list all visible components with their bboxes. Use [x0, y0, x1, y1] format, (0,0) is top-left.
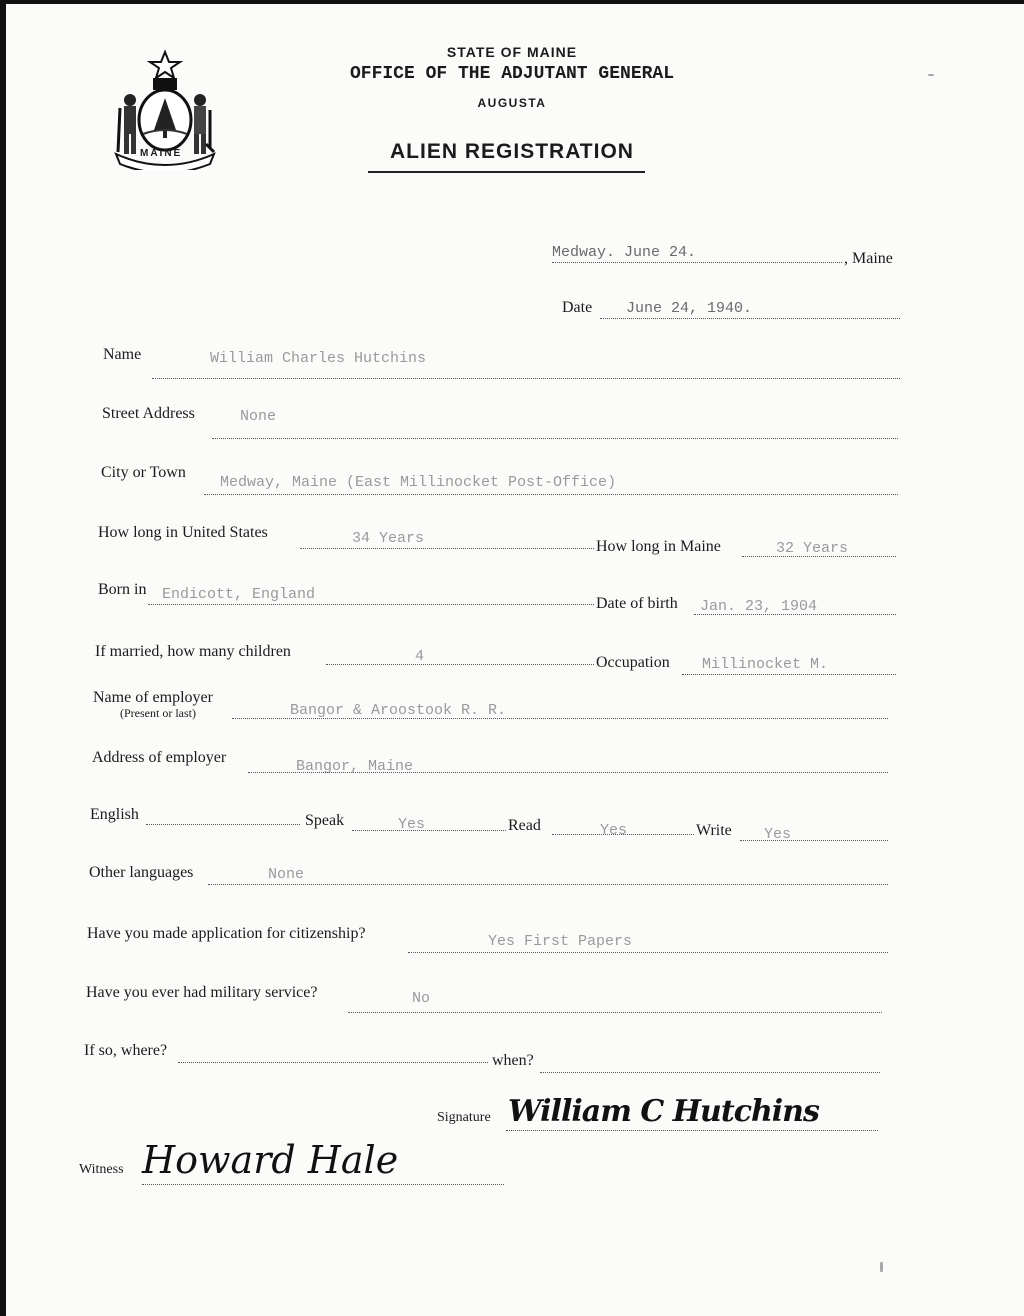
- place-suffix: , Maine: [844, 250, 893, 267]
- read-value: Yes: [600, 822, 628, 839]
- date-of-birth-value: Jan. 23, 1904: [700, 598, 818, 615]
- how-long-us-dots: [300, 548, 594, 549]
- name-dots: [152, 378, 900, 379]
- write-dots: [740, 840, 888, 841]
- english-dots: [146, 824, 300, 825]
- other-languages-value: None: [268, 866, 305, 883]
- employer-label: Name of employer: [93, 689, 213, 706]
- date-dots: [600, 318, 900, 319]
- witness-handwriting: Howard Hale: [142, 1138, 399, 1182]
- witness-label: Witness: [79, 1162, 124, 1177]
- place-value: Medway. June 24.: [552, 244, 697, 261]
- speak-label: Speak: [305, 812, 345, 829]
- witness-dots: [142, 1184, 504, 1185]
- street-dots: [212, 438, 898, 439]
- employer-address-dots: [248, 772, 888, 773]
- write-label: Write: [696, 822, 732, 839]
- speak-value: Yes: [398, 816, 426, 833]
- place-dots: [552, 262, 842, 263]
- city-label: City or Town: [101, 464, 186, 481]
- read-dots: [552, 834, 694, 835]
- date-value: June 24, 1940.: [626, 300, 753, 317]
- citizenship-value: Yes First Papers: [488, 933, 633, 950]
- employer-address-value: Bangor, Maine: [296, 758, 414, 775]
- occupation-value: Millinocket M.: [702, 656, 829, 673]
- where-label: If so, where?: [84, 1042, 168, 1059]
- form-title: ALIEN REGISTRATION: [390, 140, 634, 163]
- born-in-label: Born in: [98, 581, 147, 598]
- employer-value: Bangor & Aroostook R. R.: [290, 702, 507, 719]
- military-label: Have you ever had military service?: [86, 984, 318, 1001]
- when-dots: [540, 1072, 880, 1073]
- born-in-dots: [148, 604, 594, 605]
- how-long-us-value: 34 Years: [352, 530, 425, 547]
- street-label: Street Address: [102, 405, 195, 422]
- scan-border-top: [0, 0, 1024, 4]
- street-value: None: [240, 408, 277, 425]
- other-languages-label: Other languages: [89, 864, 194, 881]
- signature-label: Signature: [437, 1110, 491, 1125]
- header-city: AUGUSTA: [477, 96, 547, 110]
- read-label: Read: [508, 817, 541, 834]
- scan-speck: [880, 1262, 883, 1272]
- header-state: STATE OF MAINE: [446, 44, 578, 60]
- seal-banner-label: MAINE: [140, 148, 183, 159]
- write-value: Yes: [764, 826, 792, 843]
- children-dots: [326, 664, 594, 665]
- how-long-maine-value: 32 Years: [776, 540, 849, 557]
- when-label: when?: [492, 1052, 534, 1069]
- signature-dots: [506, 1130, 878, 1131]
- employer-dots: [232, 718, 888, 719]
- city-dots: [204, 494, 898, 495]
- military-dots: [348, 1012, 882, 1013]
- military-value: No: [412, 990, 431, 1007]
- signature-handwriting: William C Hutchins: [508, 1094, 819, 1129]
- how-long-us-label: How long in United States: [98, 524, 268, 541]
- name-value: William Charles Hutchins: [210, 350, 427, 367]
- where-dots: [178, 1062, 488, 1063]
- other-languages-dots: [208, 884, 888, 885]
- employer-address-label: Address of employer: [92, 749, 227, 766]
- scan-speck: [928, 74, 934, 76]
- employer-sublabel: (Present or last): [120, 706, 196, 720]
- occupation-dots: [682, 674, 896, 675]
- city-value: Medway, Maine (East Millinocket Post-Office): [220, 474, 617, 491]
- title-underline: [368, 171, 645, 173]
- children-value: 4: [415, 648, 425, 665]
- scan-border-left: [0, 0, 6, 1316]
- date-of-birth-dots: [694, 614, 896, 615]
- born-in-value: Endicott, England: [162, 586, 316, 603]
- speak-dots: [352, 830, 506, 831]
- name-label: Name: [103, 346, 142, 363]
- date-label: Date: [562, 299, 593, 316]
- occupation-label: Occupation: [596, 654, 670, 671]
- how-long-maine-label: How long in Maine: [596, 538, 721, 555]
- citizenship-dots: [408, 952, 888, 953]
- header-office: OFFICE OF THE ADJUTANT GENERAL: [349, 64, 675, 84]
- date-of-birth-label: Date of birth: [596, 595, 678, 612]
- citizenship-label: Have you made application for citizenship?: [87, 925, 366, 942]
- english-label: English: [90, 806, 139, 823]
- how-long-maine-dots: [742, 556, 896, 557]
- children-label: If married, how many children: [95, 643, 291, 660]
